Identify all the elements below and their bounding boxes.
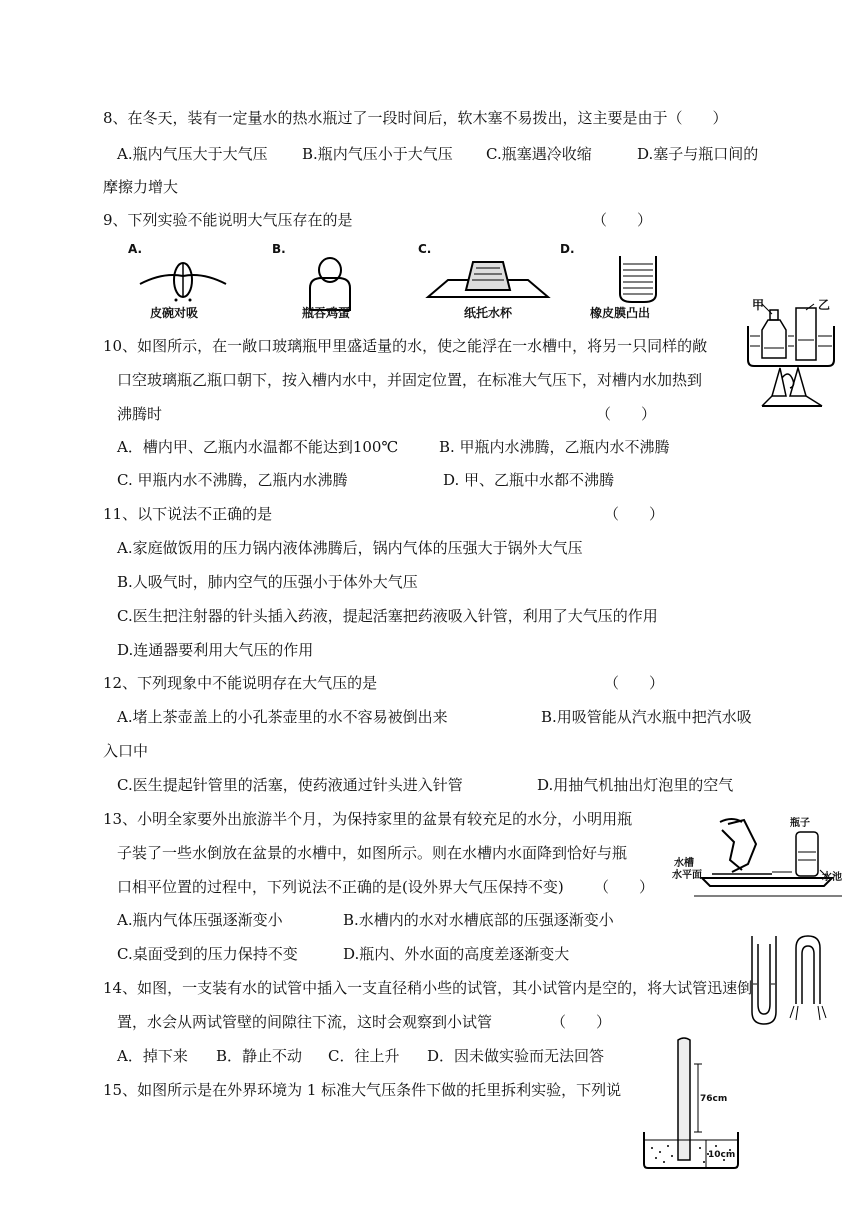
paper-cup-illustration <box>418 252 558 312</box>
plant-bottle-illustration <box>672 812 844 902</box>
q11-option-b: B.人吸气时，肺内空气的压强小于体外大气压 <box>117 573 418 591</box>
q13-label-bottle: 瓶子 <box>790 818 810 829</box>
q9-figure-c-caption: 纸托水杯 <box>464 306 513 320</box>
q14-line1: 14、如图，一支装有水的试管中插入一支直径稍小些的试管，其小试管内是空的，将大试管迅速倒 <box>103 979 753 997</box>
q13-figure <box>672 812 844 902</box>
q15-label-10cm: 10cm <box>708 1150 736 1160</box>
q9-figure-d <box>560 242 680 322</box>
q8-stem: 8、在冬天，装有一定量水的热水瓶过了一段时间后，软木塞不易拨出，这主要是由于（ ） <box>103 109 728 127</box>
q9-figure-c <box>418 242 558 322</box>
q11-stem: 11、以下说法不正确的是 <box>103 505 273 523</box>
q13-line1: 13、小明全家要外出旅游半个月，为保持家里的盆景有较充足的水分，小明用瓶 <box>103 810 633 828</box>
q13-option-a: A.瓶内气体压强逐渐变小 <box>117 911 283 929</box>
q13-option-b: B.水槽内的水对水槽底部的压强逐渐变小 <box>343 911 614 929</box>
q9-figure-d-letter: D. <box>560 242 575 256</box>
test-tubes-illustration <box>748 934 832 1026</box>
bottle-egg-illustration <box>272 252 382 312</box>
q12-option-b-continued: 入口中 <box>103 742 149 760</box>
q8-option-a: A.瓶内气压大于大气压 <box>117 145 268 163</box>
q9-figure-a <box>128 242 238 322</box>
q9-stem: 9、下列实验不能说明大气压存在的是 <box>103 211 353 229</box>
q13-answer-paren: （ ） <box>594 878 655 896</box>
q9-figure-a-letter: A. <box>128 242 143 256</box>
q10-option-d: D. 甲、乙瓶中水都不沸腾 <box>443 471 615 489</box>
q10-line1: 10、如图所示，在一敞口玻璃瓶甲里盛适量的水，使之能浮在一水槽中，将另一只同样的敞 <box>103 337 708 355</box>
q12-option-a: A.堵上茶壶盖上的小孔茶壶里的水不容易被倒出来 <box>117 708 448 726</box>
q14-option-a: A．掉下来 <box>117 1047 188 1065</box>
rubber-membrane-illustration <box>560 252 680 312</box>
q12-option-c: C.医生提起针管里的活塞，使药液通过针头进入针管 <box>117 776 463 794</box>
q12-answer-paren: （ ） <box>604 674 665 692</box>
q10-option-a: A．槽内甲、乙瓶内水温都不能达到100℃ <box>117 438 399 456</box>
q10-label-jia: 甲 <box>752 298 765 312</box>
q14-option-c: C．往上升 <box>328 1047 400 1065</box>
q8-option-b: B.瓶内气压小于大气压 <box>302 145 453 163</box>
q9-figure-a-caption: 皮碗对吸 <box>150 306 199 320</box>
q11-option-a: A.家庭做饭用的压力锅内液体沸腾后，锅内气体的压强大于锅外大气压 <box>117 539 583 557</box>
q13-label-level: 水平面 <box>672 870 702 881</box>
q9-figure-d-caption: 橡皮膜凸出 <box>590 306 651 320</box>
q15-line1: 15、如图所示是在外界环境为 1 标准大气压条件下做的托里拆利实验，下列说 <box>103 1081 622 1099</box>
q9-figure-b-letter: B. <box>272 242 286 256</box>
q14-line2: 置，水会从两试管壁的间隙往下流，这时会观察到小试管 <box>117 1013 493 1031</box>
q15-label-76cm: 76cm <box>700 1094 728 1104</box>
q8-option-d: D.塞子与瓶口间的 <box>637 145 759 163</box>
q11-option-c: C.医生把注射器的针头插入药液，提起活塞把药液吸入针管，利用了大气压的作用 <box>117 607 658 625</box>
q12-option-d: D.用抽气机抽出灯泡里的空气 <box>537 776 734 794</box>
q14-answer-paren: （ ） <box>551 1013 612 1031</box>
q11-option-d: D.连通器要利用大气压的作用 <box>117 641 314 659</box>
q12-option-b: B.用吸管能从汽水瓶中把汽水吸 <box>541 708 752 726</box>
q13-option-d: D.瓶内、外水面的高度差逐渐变大 <box>343 945 570 963</box>
q10-label-yi: 乙 <box>818 298 831 312</box>
q15-figure <box>638 1036 742 1172</box>
q8-option-c: C.瓶塞遇冷收缩 <box>486 145 592 163</box>
q10-line2: 口空玻璃瓶乙瓶口朝下，按入槽内水中，并固定位置，在标准大气压下，对槽内水加热到 <box>117 371 703 389</box>
q10-option-c: C. 甲瓶内水不沸腾，乙瓶内水沸腾 <box>117 471 348 489</box>
q13-line3: 口相平位置的过程中，下列说法不正确的是(设外界大气压保持不变) <box>117 878 564 896</box>
q13-line2: 子装了一些水倒放在盆景的水槽中，如图所示。则在水槽内水面降到恰好与瓶 <box>117 844 628 862</box>
q14-option-b: B．静止不动 <box>216 1047 303 1065</box>
q10-line3: 沸腾时 <box>117 405 163 423</box>
q10-figure <box>742 296 842 416</box>
boiling-bottles-illustration <box>742 296 842 416</box>
q12-stem: 12、下列现象中不能说明存在大气压的是 <box>103 674 378 692</box>
q13-label-tank: 水槽 <box>674 858 694 869</box>
q9-figure-b-caption: 瓶吞鸡蛋 <box>302 306 351 320</box>
q13-label-pool: 水池 <box>822 872 842 883</box>
q13-option-c: C.桌面受到的压力保持不变 <box>117 945 298 963</box>
q9-figure-b <box>272 242 382 322</box>
q14-figure <box>748 934 832 1026</box>
q9-figure-c-letter: C. <box>418 242 432 256</box>
q10-option-b: B. 甲瓶内水沸腾，乙瓶内水不沸腾 <box>439 438 670 456</box>
q11-answer-paren: （ ） <box>604 505 665 523</box>
q14-option-d: D．因未做实验而无法回答 <box>427 1047 605 1065</box>
q8-option-d-continued: 摩擦力增大 <box>103 178 179 196</box>
q9-answer-paren: （ ） <box>592 211 653 229</box>
q10-answer-paren: （ ） <box>596 405 657 423</box>
